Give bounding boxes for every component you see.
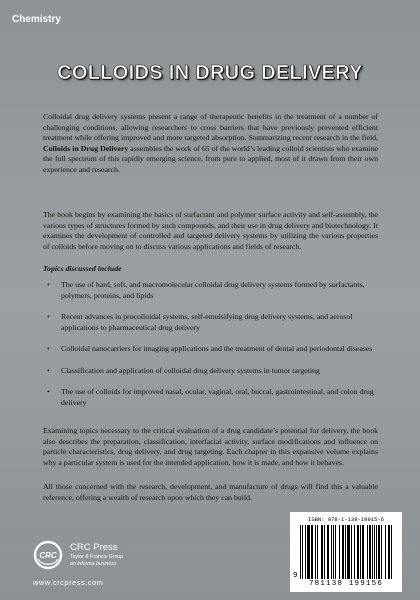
barcode-bar: [333, 525, 334, 579]
topic-text: The use of hard, soft, and macromolecular colloidal drug delivery systems formed by surfactants, polymers, proteins, and lipids: [61, 280, 365, 300]
description-paragraph-1: [43, 112, 378, 175]
barcode: [290, 512, 402, 592]
list-item: [43, 366, 378, 377]
barcode-bar: [391, 525, 392, 579]
barcode-bar: [378, 525, 380, 579]
barcode-bar: [324, 525, 325, 579]
description-paragraph-2: The book begins by examining the basics of surfactant and polymer surface activity and self-assembly, the various types of structures formed by such compounds, and their use in drug delivery and biotechnology. It examines the development of controlled and targeted delivery systems by utilizing the various properties of colloids before moving on to discuss various applications and fields of research.: [43, 210, 378, 251]
barcode-bar: [381, 525, 382, 579]
topics-list: [43, 280, 378, 419]
barcode-bar: [376, 525, 377, 579]
barcode-bar: [354, 525, 355, 579]
publisher-name: CRC Press: [70, 542, 118, 553]
barcode-bar: [357, 525, 359, 579]
ean-digits: 781138 199156: [308, 580, 384, 588]
barcode-bar: [360, 525, 361, 579]
topics-heading: Topics discussed include: [43, 264, 122, 273]
logo-text: CRC: [39, 551, 57, 560]
publisher-subline: an informa business: [70, 561, 117, 567]
book-title-inline: Colloids in Drug Delivery: [43, 143, 129, 153]
bullet-icon: •: [47, 365, 50, 375]
barcode-bar: [342, 525, 344, 579]
barcode-bar: [351, 525, 352, 579]
barcode-bar: [367, 525, 368, 579]
isbn-label: ISBN: 978-1-138-19915-6: [308, 516, 384, 523]
barcode-bar: [374, 525, 375, 579]
book-title: COLLOIDS IN DRUG DELIVERY: [57, 62, 363, 84]
barcode-bar: [388, 525, 390, 579]
topic-text: Recent advances in procolloidal systems, self-emulsifying drug delivery systems, and aerosol applications to pharmaceutical drug delivery: [61, 312, 353, 332]
ean-lead-digit: 9: [293, 572, 298, 580]
barcode-bar: [300, 525, 301, 579]
description-text: Colloidal drug delivery systems present a range of therapeutic benefits in the treatment of a number of challenging conditions, allowing researchers to cross barriers that have previously prevented efficient treatment while offering improved and more targeted absorption. Summarizing recent research in the field,: [43, 112, 378, 142]
bullet-icon: •: [47, 280, 50, 289]
list-item: [43, 312, 378, 333]
topic-text: Classification and application of colloidal drug delivery systems in tumor targeting: [61, 365, 320, 375]
barcode-bar: [347, 525, 350, 579]
crc-logo-icon: [33, 540, 63, 570]
barcode-bar: [345, 525, 346, 579]
barcode-bar: [302, 525, 303, 579]
topic-text: Colloidal nanocarriers for imaging applications and the treatment of dental and periodontal diseases: [61, 344, 373, 353]
barcode-bar: [305, 525, 306, 579]
bullet-icon: •: [47, 387, 50, 396]
barcode-bar: [339, 525, 340, 579]
list-item: [43, 344, 378, 355]
description-paragraph-4: All those concerned with the research, development, and manufacture of drugs will find this a valuable reference, offering a wealth of research upon which they can build.: [43, 482, 378, 502]
barcode-bar: [307, 525, 310, 579]
barcode-bar: [327, 525, 329, 579]
category-label: Chemistry: [12, 14, 61, 25]
bullet-icon: •: [47, 312, 50, 321]
publisher-group: Taylor & Francis Group: [70, 554, 124, 560]
barcode-bar: [321, 525, 323, 579]
barcode-bar: [331, 525, 332, 579]
publisher-url: www.crcpress.com: [33, 578, 104, 587]
barcode-bar: [317, 525, 318, 579]
bullet-icon: •: [47, 344, 50, 353]
barcode-bar: [385, 525, 386, 579]
barcode-bars: [300, 525, 392, 579]
list-item: [43, 387, 378, 408]
list-item: [43, 280, 378, 301]
barcode-bar: [315, 525, 316, 579]
barcode-bar: [372, 525, 373, 579]
barcode-bar: [335, 525, 336, 579]
description-paragraph-3: Examining topics necessary to the critical evaluation of a drug candidate’s potential for delivery, the book also describes the preparation, classification, interfacial activity, surface modifications and influence on particle characteristics, drug delivery, and drug targeting. Each chapter in this expansive volume explains why a particular system is used for the intended application, how it is made, and how it behaves.: [43, 426, 378, 467]
topic-text: The use of colloids for improved nasal, ocular, vaginal, oral, buccal, gastrointestinal, and colon drug delivery: [61, 387, 374, 407]
barcode-bar: [311, 525, 313, 579]
barcode-bar: [369, 525, 371, 579]
barcode-bar: [362, 525, 364, 579]
description-text: assembles the work of 65 of the world’s leading colloid scientists who examine the full spectrum of this rapidly emerging science, from pure to applied, most of it drawn from their own experience and research.: [43, 143, 379, 174]
